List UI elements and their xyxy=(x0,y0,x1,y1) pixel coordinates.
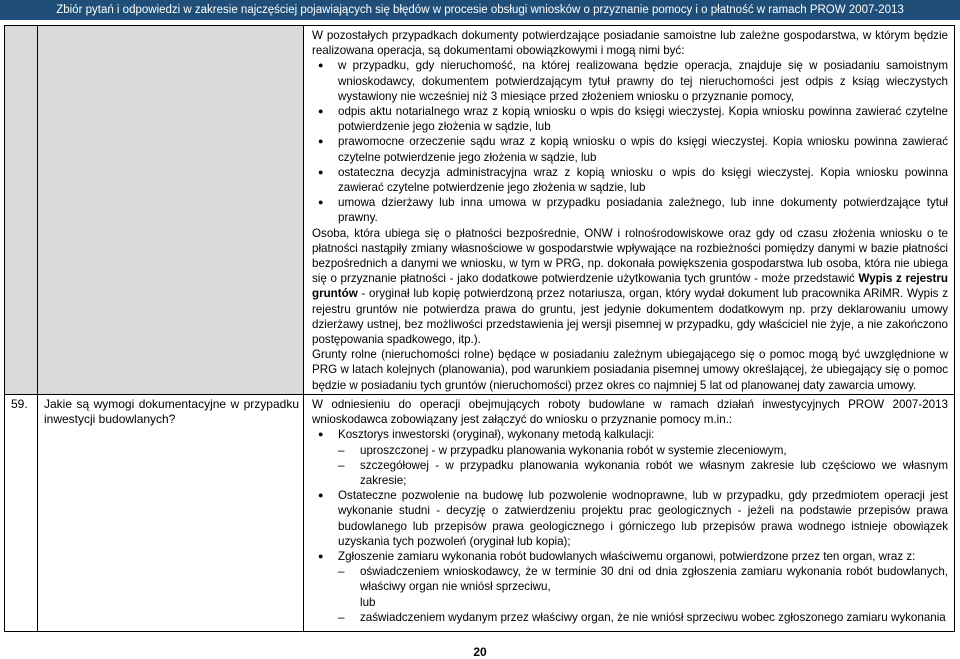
list-item: ● ostateczna decyzja administracyjna wraz z kopią wniosku o wpis do księgi wieczystej. Kopia wniosku powinna zawierać czytelne potwierdzenie jego złożenia w sądzie, lub xyxy=(312,165,948,195)
sub-list-item: – szczegółowej - w przypadku planowania wykonania robót we własnym zakresie lub częściowo we własnym zakresie; xyxy=(312,458,948,488)
document-header: Zbiór pytań i odpowiedzi w zakresie najczęściej pojawiających się błędów w procesie obsługi wniosków o przyznanie pomocy i o płatność w ramach PROW 2007-2013 xyxy=(0,0,960,20)
list-item: ● odpis aktu notarialnego wraz z kopią wniosku o wpis do księgi wieczystej. Kopia wniosku powinna zawierać czytelne potwierdzenie jego złożenia w sądzie, lub xyxy=(312,104,948,134)
list-item: ● Zgłoszenie zamiaru wykonania robót budowlanych właściwemu organowi, potwierdzone przez ten organ, wraz z: xyxy=(312,549,948,564)
table-row xyxy=(5,26,955,395)
paragraph: Grunty rolne (nieruchomości rolne) będące w posiadaniu zależnym ubiegającego się o pomoc mogą być uwzględnione w PRG w latach kolejnych (planowania), pod warunkiem posiadania pisemnej umowy określającej, że ubiegający się o pomoc będzie w posiadaniu tych gruntów (nieruchomości) przez okres co najmniej 5 lat od planowanej daty zawarcia umowy. xyxy=(312,348,948,392)
answer-intro: W pozostałych przypadkach dokumenty potwierdzające posiadanie samoistne lub zależne gospodarstwa, w którym będzie realizowana operacja, są dokumentami obowiązkowymi i mogą nimi być: xyxy=(312,29,948,58)
list-item: ● w przypadku, gdy nieruchomość, na której realizowana będzie operacja, znajduje się w posiadaniu samoistnym wnioskodawcy, dokumentem potwierdzającym tytuł prawny do tej nieruchomości jest odpis z ksiąg wieczystych wystawiony nie wcześniej niż 3 miesiące przed złożeniem wniosku o przyznanie pomocy, xyxy=(312,58,948,104)
question-text: Jakie są wymogi dokumentacyjne w przypadku inwestycji budowlanych? xyxy=(44,397,299,426)
answer-intro: W odniesieniu do operacji obejmujących roboty budowlane w ramach działań inwestycyjnych PROW 2007-2013 wnioskodawca zobowiązany jest załączyć do wniosku o przyznanie pomocy m.in.: xyxy=(312,398,948,427)
question-cell xyxy=(38,395,304,632)
bold-term: Wypis z rejestru gruntów xyxy=(312,272,948,301)
list-item: ● umowa dzierżawy lub inna umowa w przypadku posiadania zależnego, lub inne dokumenty potwierdzające tytuł prawny. xyxy=(312,195,948,225)
paragraph-text: - oryginał lub kopię potwierdzoną przez notariusza, organ, który wydał dokument lub pracownika ARiMR. Wypis z rejestru gruntów nie potwierdza prawa do gruntu, jest jedynie dokumentem dodatkowym np. przy deklarowaniu umowy dzierżawy ustnej, bez możliwości przedstawienia jej wersji pisemnej w przypadku, gdy właściciel nie żyje, a nie zakończono postępowania spadkowego, itp.). xyxy=(312,287,948,347)
table-row xyxy=(5,395,955,632)
answer-cell xyxy=(304,26,955,395)
question-cell xyxy=(38,26,304,395)
list-item: ● Ostateczne pozwolenie na budowę lub pozwolenie wodnoprawne, lub w przypadku, gdy przedmiotem operacji jest wykonanie studni - decyzję o zatwierdzeniu projektu prac geologicznych - jeżeli na podstawie przepisów prawa budowlanego lub przepisów prawa geologicznego i górniczego lub przepisów prawa wodnego istnieje obowiązek uzyskania tych pozwoleń (oryginał lub kopia); xyxy=(312,488,948,549)
number-cell xyxy=(5,395,38,632)
number-cell xyxy=(5,26,38,395)
qa-table xyxy=(4,25,955,632)
paragraph-text: Osoba, która ubiega się o płatności bezpośrednie, ONW i rolnośrodowiskowe oraz gdy od czasu złożenia wniosku o te płatności nastąpiły zmiany własnościowe w gospodarstwie wpływające na rozbieżności pomiędzy danymi w bazie płatności bezpośrednich a danymi we wniosku, w tym w PRG, np. dokonała powiększenia gospodarstwa lub osoba, która nie ubiega się o przyznanie płatności - jako dodatkowe potwierdzenie użytkowania tych gruntów - może przedstawić xyxy=(312,226,948,286)
list-item: ● Kosztorys inwestorski (oryginał), wykonany metodą kalkulacji: xyxy=(312,427,948,442)
question-number: 59. xyxy=(11,397,28,411)
page-number: 20 xyxy=(473,645,487,659)
sub-list-item: – uproszczonej - w przypadku planowania wykonania robót w systemie zleceniowym, xyxy=(312,443,948,458)
conjunction-text: lub xyxy=(360,595,376,609)
sub-list-item: – zaświadczeniem wydanym przez właściwy organ, że nie wniósł sprzeciwu wobec zgłoszonego zamiaru wykonania xyxy=(312,610,948,625)
sub-list-item: – oświadczeniem wnioskodawcy, że w terminie 30 dni od dnia zgłoszenia zamiaru wykonania robót budowlanych, właściwy organ nie wniósł sprzeciwu, xyxy=(312,564,948,594)
paragraph xyxy=(312,226,948,348)
list-item: ● prawomocne orzeczenie sądu wraz z kopią wniosku o wpis do księgi wieczystej. Kopia wniosku powinna zawierać czytelne potwierdzenie jego złożenia w sądzie, lub xyxy=(312,134,948,164)
answer-cell xyxy=(304,395,955,632)
